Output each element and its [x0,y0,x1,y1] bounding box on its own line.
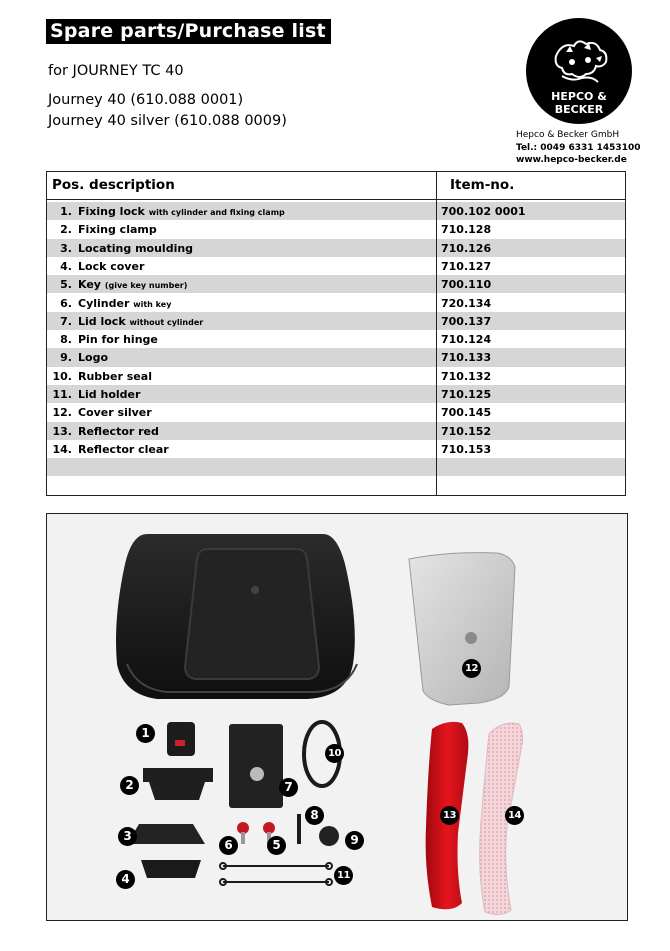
fixing-lock-image [167,722,195,756]
badge-13: 13 [440,806,459,825]
row-item-number: 710.133 [441,351,492,365]
badge-14: 14 [505,806,524,825]
row-description [78,388,140,401]
description-note: (give key number) [104,281,188,291]
table-row [47,257,625,275]
row-number: 9. [60,351,72,365]
description-text: Rubber seal [78,369,152,383]
top-case-image [116,534,357,699]
row-number: 6. [60,296,72,310]
description-text: Cylinder [78,296,130,310]
row-number: 4. [60,259,72,273]
row-number: 13. [52,424,72,438]
badge-10: 10 [325,744,344,763]
description-text: Reflector red [78,424,159,438]
description-note: with key [133,299,172,309]
row-description [78,223,157,236]
badge-5: 5 [267,836,286,855]
row-number: 2. [60,223,72,237]
row-description [78,333,158,346]
row-description [78,406,152,419]
model-line: for JOURNEY TC 40 [48,63,184,79]
parts-illustration [47,514,628,921]
company-info [516,129,640,167]
table-row [47,403,625,421]
variant-line-1: Journey 40 (610.088 0001) [48,92,244,108]
logo-badge-image [319,826,339,846]
company-name: Hepco & Becker GmbH [516,130,620,140]
description-text: Key [78,278,101,292]
table-row [47,422,625,440]
row-number: 12. [52,406,72,420]
row-description [78,205,285,218]
description-text: Lock cover [78,259,145,273]
table-row [47,477,625,495]
row-item-number: 700.137 [441,314,492,328]
row-number: 5. [60,278,72,292]
description-text: Lid holder [78,388,141,401]
table-row [47,275,625,293]
company-tel: Tel.: 0049 6331 1453100 [516,142,641,153]
logo-text-2: BECKER [554,103,604,116]
column-divider [436,172,437,495]
badge-9: 9 [345,831,364,850]
row-description [78,351,108,364]
row-description [78,315,203,328]
description-text: Pin for hinge [78,333,158,347]
row-item-number: 710.126 [441,241,492,255]
badge-11: 11 [334,866,353,885]
row-description [78,278,187,291]
parts-table [46,171,626,496]
row-item-number: 710.152 [441,424,492,438]
table-row [47,458,625,476]
table-row [47,367,625,385]
pin-hinge-image [297,814,301,844]
lid-holder-image [220,863,332,885]
row-number: 14. [52,442,72,456]
description-text: Locating moulding [78,241,194,255]
row-item-number: 700.102 0001 [441,205,526,218]
badge-2: 2 [120,776,139,795]
description-note: without cylinder [129,317,204,327]
table-row [47,220,625,238]
description-text: Fixing lock [78,205,145,218]
lock-cover-image [141,860,201,878]
lid-lock-image [229,724,283,808]
row-number: 11. [52,388,72,401]
row-number: 3. [60,241,72,255]
company-web: www.hepco-becker.de [516,155,627,165]
badge-8: 8 [305,806,324,825]
hepco-becker-logo [526,18,632,124]
row-item-number: 710.132 [441,369,492,383]
locating-moulding-image [127,824,205,844]
badge-4: 4 [116,870,135,889]
table-row [47,312,625,330]
row-number: 1. [60,205,72,218]
logo-text-1: HEPCO & [551,90,607,103]
table-row [47,239,625,257]
table-row [47,330,625,348]
row-number: 7. [60,314,72,328]
badge-12: 12 [462,659,481,678]
badge-1: 1 [136,724,155,743]
row-item-number: 710.125 [441,388,492,401]
parts-photo [46,513,628,921]
row-description [78,242,193,255]
row-description [78,443,169,456]
row-description [78,297,171,310]
row-number: 8. [60,333,72,347]
table-row [47,294,625,312]
row-description [78,260,144,273]
row-number: 10. [52,369,72,383]
cover-silver-image [409,553,515,705]
row-item-number: 710.127 [441,259,492,273]
variant-line-2: Journey 40 silver (610.088 0009) [48,113,287,129]
row-item-number: 700.110 [441,278,492,292]
row-description [78,425,159,438]
badge-7: 7 [279,778,298,797]
badge-6: 6 [219,836,238,855]
table-row [47,348,625,366]
row-description [78,370,152,383]
description-text: Lid lock [78,314,126,328]
row-item-number: 720.134 [441,296,492,310]
header-pos-description: Pos. description [52,177,175,193]
row-item-number: 710.153 [441,442,492,456]
table-header [47,172,625,200]
table-row [47,440,625,458]
table-row [47,385,625,403]
header-item-no: Item-no. [450,177,515,193]
table-row [47,202,625,220]
fixing-clamp-image [143,768,213,800]
description-text: Reflector clear [78,442,169,456]
page-title: Spare parts/Purchase list [46,19,331,44]
row-item-number: 710.128 [441,223,492,237]
description-note: with cylinder and fixing clamp [148,208,285,217]
badge-3: 3 [118,827,137,846]
description-text: Cover silver [78,406,152,420]
row-item-number: 710.124 [441,333,492,347]
row-item-number: 700.145 [441,406,492,420]
description-text: Logo [78,351,108,365]
description-text: Fixing clamp [78,223,157,237]
